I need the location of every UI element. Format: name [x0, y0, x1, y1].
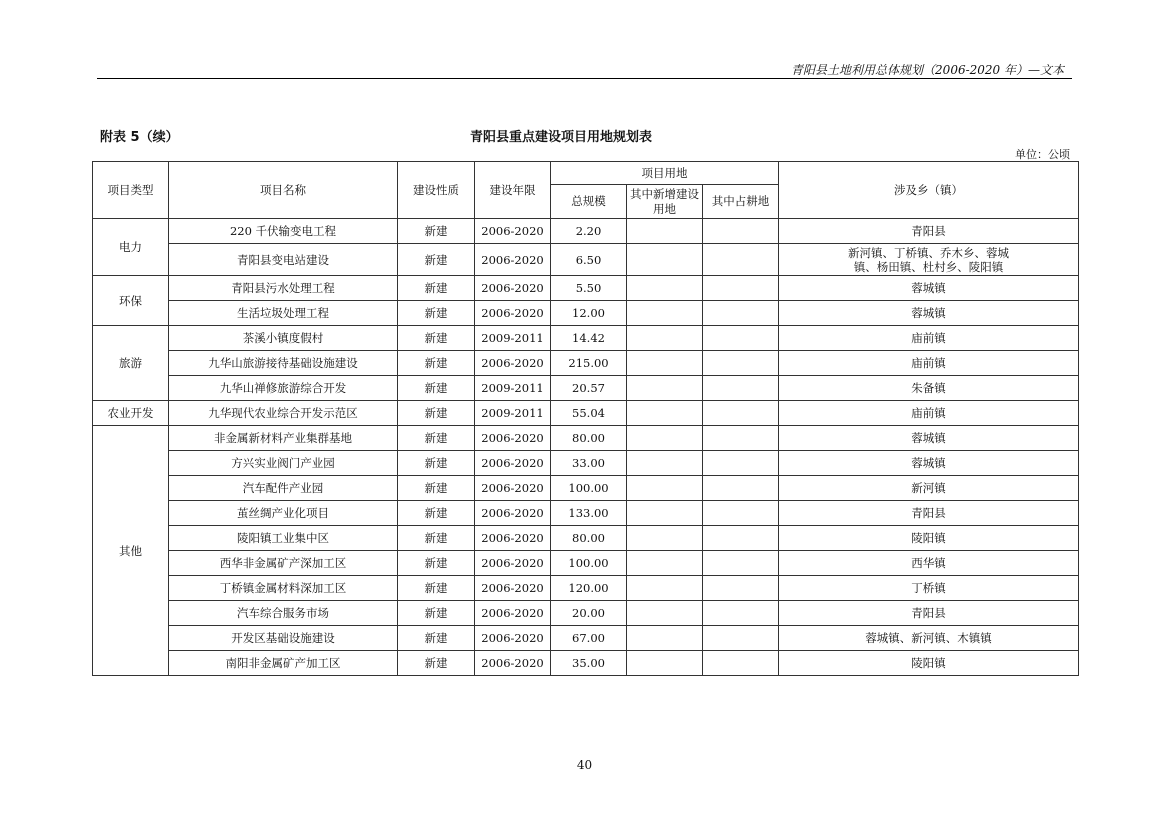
cell-nature: 新建 [398, 551, 475, 576]
cell-period: 2006-2020 [475, 651, 551, 676]
table-row [93, 244, 1079, 276]
col-header-land-group: 项目用地 [551, 162, 779, 185]
cell-nature: 新建 [398, 276, 475, 301]
cell-total: 14.42 [551, 326, 627, 351]
cell-name: 220 千伏输变电工程 [169, 219, 398, 244]
cell-new [627, 244, 703, 276]
cell-new [627, 376, 703, 401]
cell-period: 2006-2020 [475, 219, 551, 244]
table-row [93, 219, 1079, 244]
cell-total: 100.00 [551, 551, 627, 576]
cell-total: 215.00 [551, 351, 627, 376]
cell-type: 其他 [93, 426, 169, 676]
cell-total: 2.20 [551, 219, 627, 244]
table-row [93, 426, 1079, 451]
cell-total: 55.04 [551, 401, 627, 426]
cell-new [627, 426, 703, 451]
cell-type: 电力 [93, 219, 169, 276]
cell-total: 6.50 [551, 244, 627, 276]
cell-towns: 新河镇、丁桥镇、乔木乡、蓉城镇、杨田镇、杜村乡、陵阳镇 [779, 244, 1079, 276]
cell-total: 67.00 [551, 626, 627, 651]
cell-towns: 庙前镇 [779, 351, 1079, 376]
table-row [93, 551, 1079, 576]
table-row [93, 476, 1079, 501]
table-row [93, 626, 1079, 651]
table-row [93, 301, 1079, 326]
cell-new [627, 626, 703, 651]
cell-type: 旅游 [93, 326, 169, 401]
col-header-total: 总规模 [551, 185, 627, 219]
cell-total: 5.50 [551, 276, 627, 301]
cell-nature: 新建 [398, 376, 475, 401]
cell-new [627, 501, 703, 526]
cell-farm [703, 651, 779, 676]
cell-period: 2006-2020 [475, 601, 551, 626]
cell-name: 汽车综合服务市场 [169, 601, 398, 626]
table-row [93, 326, 1079, 351]
table-row [93, 401, 1079, 426]
cell-farm [703, 576, 779, 601]
table-row [93, 376, 1079, 401]
cell-nature: 新建 [398, 426, 475, 451]
cell-towns: 庙前镇 [779, 326, 1079, 351]
unit-label: 单位：公顷 [1015, 148, 1070, 161]
cell-nature: 新建 [398, 326, 475, 351]
cell-name: 非金属新材料产业集群基地 [169, 426, 398, 451]
table-row [93, 351, 1079, 376]
col-header-type: 项目类型 [93, 162, 169, 219]
cell-nature: 新建 [398, 219, 475, 244]
cell-type: 环保 [93, 276, 169, 326]
cell-total: 133.00 [551, 501, 627, 526]
cell-type: 农业开发 [93, 401, 169, 426]
running-header: 青阳县土地利用总体规划（2006-2020 年）—文本 [791, 63, 1064, 77]
cell-nature: 新建 [398, 351, 475, 376]
cell-farm [703, 551, 779, 576]
cell-new [627, 276, 703, 301]
cell-period: 2006-2020 [475, 276, 551, 301]
cell-period: 2006-2020 [475, 426, 551, 451]
cell-nature: 新建 [398, 526, 475, 551]
land-plan-table [92, 161, 1079, 676]
cell-towns: 蓉城镇 [779, 276, 1079, 301]
cell-towns: 蓉城镇 [779, 426, 1079, 451]
cell-nature: 新建 [398, 576, 475, 601]
table-title: 青阳县重点建设项目用地规划表 [470, 130, 653, 145]
col-header-new-construction: 其中新增建设用地 [627, 185, 703, 219]
cell-period: 2009-2011 [475, 376, 551, 401]
cell-name: 方兴实业阀门产业园 [169, 451, 398, 476]
cell-towns: 青阳县 [779, 501, 1079, 526]
cell-total: 120.00 [551, 576, 627, 601]
cell-total: 100.00 [551, 476, 627, 501]
col-header-period: 建设年限 [475, 162, 551, 219]
cell-new [627, 651, 703, 676]
cell-new [627, 476, 703, 501]
cell-farm [703, 526, 779, 551]
cell-nature: 新建 [398, 601, 475, 626]
page-number: 40 [576, 758, 593, 772]
header-rule [97, 78, 1072, 79]
table-row [93, 576, 1079, 601]
cell-nature: 新建 [398, 501, 475, 526]
cell-towns: 青阳县 [779, 219, 1079, 244]
cell-name: 青阳县变电站建设 [169, 244, 398, 276]
cell-towns: 陵阳镇 [779, 526, 1079, 551]
cell-farm [703, 276, 779, 301]
cell-total: 80.00 [551, 426, 627, 451]
cell-nature: 新建 [398, 651, 475, 676]
col-header-nature: 建设性质 [398, 162, 475, 219]
cell-farm [703, 219, 779, 244]
col-header-townships: 涉及乡（镇） [779, 162, 1079, 219]
table-row [93, 601, 1079, 626]
cell-nature: 新建 [398, 301, 475, 326]
cell-new [627, 401, 703, 426]
cell-total: 33.00 [551, 451, 627, 476]
cell-farm [703, 501, 779, 526]
cell-name: 丁桥镇金属材料深加工区 [169, 576, 398, 601]
cell-towns: 丁桥镇 [779, 576, 1079, 601]
cell-name: 生活垃圾处理工程 [169, 301, 398, 326]
cell-period: 2006-2020 [475, 501, 551, 526]
cell-new [627, 601, 703, 626]
cell-name: 九华山禅修旅游综合开发 [169, 376, 398, 401]
cell-total: 80.00 [551, 526, 627, 551]
cell-towns: 蓉城镇 [779, 451, 1079, 476]
cell-name: 南阳非金属矿产加工区 [169, 651, 398, 676]
col-header-name: 项目名称 [169, 162, 398, 219]
cell-farm [703, 351, 779, 376]
cell-name: 陵阳镇工业集中区 [169, 526, 398, 551]
cell-name: 汽车配件产业园 [169, 476, 398, 501]
cell-name: 茧丝绸产业化项目 [169, 501, 398, 526]
cell-period: 2006-2020 [475, 244, 551, 276]
cell-new [627, 326, 703, 351]
cell-towns: 新河镇 [779, 476, 1079, 501]
cell-farm [703, 326, 779, 351]
cell-nature: 新建 [398, 451, 475, 476]
cell-period: 2006-2020 [475, 551, 551, 576]
table-row [93, 276, 1079, 301]
cell-farm [703, 426, 779, 451]
cell-period: 2009-2011 [475, 401, 551, 426]
cell-name: 九华现代农业综合开发示范区 [169, 401, 398, 426]
cell-farm [703, 626, 779, 651]
cell-total: 35.00 [551, 651, 627, 676]
cell-nature: 新建 [398, 626, 475, 651]
cell-total: 20.00 [551, 601, 627, 626]
cell-new [627, 576, 703, 601]
cell-towns: 陵阳镇 [779, 651, 1079, 676]
cell-name: 开发区基础设施建设 [169, 626, 398, 651]
cell-towns: 蓉城镇 [779, 301, 1079, 326]
cell-towns: 庙前镇 [779, 401, 1079, 426]
cell-farm [703, 476, 779, 501]
table-row [93, 651, 1079, 676]
cell-name: 九华山旅游接待基础设施建设 [169, 351, 398, 376]
cell-total: 12.00 [551, 301, 627, 326]
cell-nature: 新建 [398, 244, 475, 276]
cell-farm [703, 244, 779, 276]
cell-period: 2006-2020 [475, 526, 551, 551]
cell-farm [703, 376, 779, 401]
cell-farm [703, 451, 779, 476]
cell-period: 2006-2020 [475, 451, 551, 476]
cell-towns: 西华镇 [779, 551, 1079, 576]
cell-towns: 蓉城镇、新河镇、木镇镇 [779, 626, 1079, 651]
cell-period: 2006-2020 [475, 301, 551, 326]
cell-period: 2006-2020 [475, 351, 551, 376]
cell-period: 2006-2020 [475, 576, 551, 601]
cell-period: 2006-2020 [475, 476, 551, 501]
cell-farm [703, 401, 779, 426]
cell-nature: 新建 [398, 401, 475, 426]
cell-period: 2009-2011 [475, 326, 551, 351]
cell-new [627, 526, 703, 551]
cell-total: 20.57 [551, 376, 627, 401]
cell-period: 2006-2020 [475, 626, 551, 651]
appendix-label: 附表 5（续） [100, 130, 179, 145]
table-row [93, 501, 1079, 526]
cell-new [627, 351, 703, 376]
cell-new [627, 451, 703, 476]
cell-new [627, 301, 703, 326]
cell-name: 茶溪小镇度假村 [169, 326, 398, 351]
cell-farm [703, 601, 779, 626]
cell-farm [703, 301, 779, 326]
cell-new [627, 551, 703, 576]
cell-name: 西华非金属矿产深加工区 [169, 551, 398, 576]
cell-name: 青阳县污水处理工程 [169, 276, 398, 301]
cell-towns: 朱备镇 [779, 376, 1079, 401]
col-header-farmland: 其中占耕地 [703, 185, 779, 219]
cell-towns: 青阳县 [779, 601, 1079, 626]
table-row [93, 451, 1079, 476]
table-row [93, 526, 1079, 551]
cell-nature: 新建 [398, 476, 475, 501]
cell-new [627, 219, 703, 244]
